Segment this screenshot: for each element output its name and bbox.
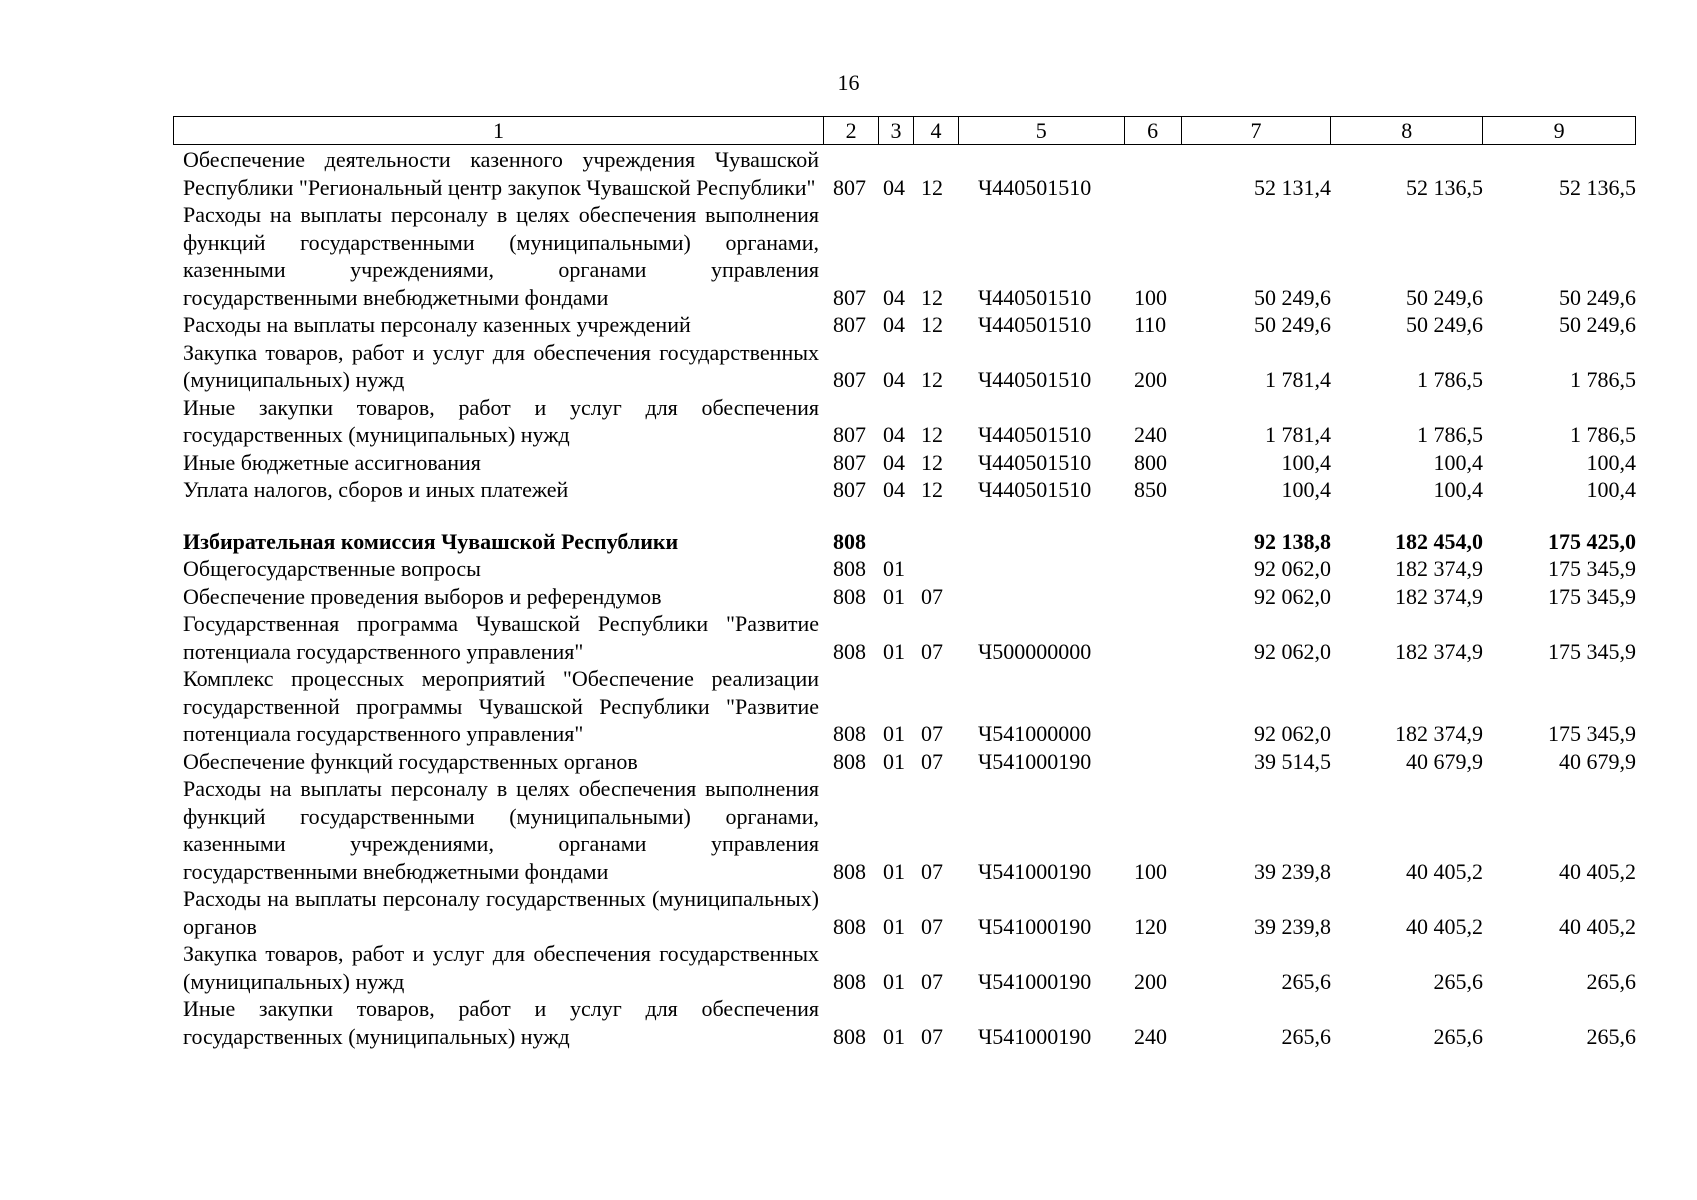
cell-col-5: Ч541000190 <box>978 858 1092 884</box>
cell-col-5: Ч440501510 <box>978 477 1092 502</box>
table-row <box>173 885 1636 940</box>
cell-col-8: 265,6 <box>1433 968 1483 994</box>
cell-col-3: 01 <box>883 913 905 939</box>
row-name: Иные бюджетные ассигнования <box>183 449 481 475</box>
cell-col-2: 807 <box>833 312 866 337</box>
cell-col-6: 110 <box>1134 312 1167 337</box>
cell-col-6: 100 <box>1134 284 1167 310</box>
cell-col-8: 100,4 <box>1433 449 1483 475</box>
cell-col-9: 1 786,5 <box>1570 422 1636 447</box>
cell-col-5: Ч541000190 <box>978 1023 1092 1049</box>
row-name: Закупка товаров, работ и услуг для обеспечения государственных (муниципальных) нужд <box>183 339 819 392</box>
cell-col-2: 807 <box>833 284 866 310</box>
cell-col-8: 182 374,9 <box>1395 721 1483 746</box>
cell-col-7: 39 514,5 <box>1254 748 1331 774</box>
cell-col-9: 175 425,0 <box>1548 528 1636 554</box>
cell-col-6: 200 <box>1134 968 1167 994</box>
cell-col-7: 92 062,0 <box>1254 556 1331 581</box>
table-row <box>173 583 1636 611</box>
cell-col-2: 808 <box>833 748 866 774</box>
cell-col-2: 808 <box>833 583 866 609</box>
cell-col-9: 52 136,5 <box>1559 174 1636 200</box>
cell-col-7: 52 131,4 <box>1254 174 1331 200</box>
row-name: Обеспечение функций государственных органов <box>183 748 638 774</box>
cell-col-4: 07 <box>921 748 943 774</box>
cell-col-7: 265,6 <box>1281 968 1331 994</box>
cell-col-3: 04 <box>883 284 905 310</box>
cell-col-9: 100,4 <box>1586 477 1636 502</box>
row-name: Расходы на выплаты персоналу казенных учреждений <box>183 312 691 337</box>
table-row <box>173 311 1636 339</box>
cell-col-4: 07 <box>921 638 943 664</box>
cell-col-3: 01 <box>883 721 905 746</box>
table-row <box>173 610 1636 665</box>
row-name: Обеспечение деятельности казенного учреждения Чувашской Республики "Региональный центр закупок Чувашской Республики" <box>183 147 819 200</box>
cell-col-4: 12 <box>921 477 943 502</box>
table-row <box>173 339 1636 394</box>
header-col-1: 1 <box>493 118 505 143</box>
row-name: Закупка товаров, работ и услуг для обеспечения государственных (муниципальных) нужд <box>183 941 819 994</box>
cell-col-6: 120 <box>1134 913 1167 939</box>
cell-col-9: 100,4 <box>1586 449 1636 475</box>
cell-col-5: Ч440501510 <box>978 449 1092 475</box>
cell-col-2: 808 <box>833 858 866 884</box>
cell-col-3: 01 <box>883 638 905 664</box>
cell-col-5: Ч541000000 <box>978 721 1092 746</box>
page-number: 16 <box>837 70 860 95</box>
table-header <box>173 116 1636 145</box>
cell-col-9: 175 345,9 <box>1548 721 1636 746</box>
cell-col-9: 175 345,9 <box>1548 583 1636 609</box>
cell-col-7: 265,6 <box>1281 1023 1331 1049</box>
cell-col-6: 200 <box>1134 367 1167 392</box>
cell-col-4: 12 <box>921 449 943 475</box>
cell-col-5: Ч440501510 <box>978 312 1092 337</box>
cell-col-2: 808 <box>833 968 866 994</box>
cell-col-2: 807 <box>833 367 866 392</box>
cell-col-3: 01 <box>883 858 905 884</box>
cell-col-6: 850 <box>1134 477 1167 502</box>
table-body <box>173 146 1636 1050</box>
header-col-3: 3 <box>878 117 913 144</box>
row-name: Государственная программа Чувашской Республики "Развитие потенциала государственного управления" <box>183 611 819 664</box>
table-row <box>173 940 1636 995</box>
cell-col-4: 12 <box>921 312 943 337</box>
cell-col-4: 12 <box>921 174 943 200</box>
cell-col-6: 240 <box>1134 422 1167 447</box>
cell-col-3: 04 <box>883 422 905 447</box>
cell-col-7: 39 239,8 <box>1254 858 1331 884</box>
cell-col-7: 50 249,6 <box>1254 284 1331 310</box>
cell-col-7: 92 062,0 <box>1254 583 1331 609</box>
cell-col-4: 07 <box>921 858 943 884</box>
cell-col-2: 807 <box>833 422 866 447</box>
cell-col-5: Ч440501510 <box>978 174 1092 200</box>
cell-col-8: 265,6 <box>1433 1023 1483 1049</box>
header-col-5: 5 <box>958 117 1124 144</box>
table-row <box>173 665 1636 748</box>
cell-col-8: 182 374,9 <box>1395 638 1483 664</box>
cell-col-9: 1 786,5 <box>1570 367 1636 392</box>
cell-col-8: 1 786,5 <box>1417 367 1483 392</box>
cell-col-9: 265,6 <box>1586 1023 1636 1049</box>
table-row <box>173 449 1636 477</box>
cell-col-3: 04 <box>883 312 905 337</box>
cell-col-8: 182 374,9 <box>1395 556 1483 581</box>
cell-col-5: Ч541000190 <box>978 968 1092 994</box>
cell-col-9: 40 679,9 <box>1559 748 1636 774</box>
cell-col-8: 182 374,9 <box>1395 583 1483 609</box>
cell-col-3: 01 <box>883 968 905 994</box>
row-name: Избирательная комиссия Чувашской Республики <box>183 528 679 554</box>
cell-col-7: 100,4 <box>1281 477 1331 502</box>
header-col-9: 9 <box>1482 117 1635 144</box>
cell-col-4: 12 <box>921 367 943 392</box>
table-row <box>173 748 1636 776</box>
row-name: Уплата налогов, сборов и иных платежей <box>183 477 569 502</box>
cell-col-7: 39 239,8 <box>1254 913 1331 939</box>
cell-col-3: 04 <box>883 477 905 502</box>
row-name: Комплекс процессных мероприятий "Обеспечение реализации государственной программы Чувашской Республики "Развитие потенциала государственного управления" <box>183 666 819 746</box>
cell-col-4: 07 <box>921 913 943 939</box>
cell-col-9: 40 405,2 <box>1559 858 1636 884</box>
cell-col-7: 1 781,4 <box>1265 367 1331 392</box>
header-col-7: 7 <box>1181 117 1331 144</box>
cell-col-7: 92 062,0 <box>1254 721 1331 746</box>
cell-col-2: 808 <box>833 913 866 939</box>
cell-col-8: 1 786,5 <box>1417 422 1483 447</box>
cell-col-3: 01 <box>883 556 905 581</box>
cell-col-3: 04 <box>883 449 905 475</box>
cell-col-9: 50 249,6 <box>1559 284 1636 310</box>
cell-col-6: 100 <box>1134 858 1167 884</box>
cell-col-8: 52 136,5 <box>1406 174 1483 200</box>
cell-col-4: 12 <box>921 422 943 447</box>
cell-col-8: 182 454,0 <box>1395 528 1483 554</box>
row-name: Общегосударственные вопросы <box>183 556 481 581</box>
row-name: Расходы на выплаты персоналу в целях обеспечения выполнения функций государственными (муниципальными) органами, казенными учреждениями, органами управления государственными внебюджетными фондами <box>183 776 819 884</box>
cell-col-5: Ч440501510 <box>978 367 1092 392</box>
cell-col-4: 07 <box>921 721 943 746</box>
cell-col-2: 808 <box>833 1023 866 1049</box>
cell-col-7: 1 781,4 <box>1265 422 1331 447</box>
cell-col-5: Ч440501510 <box>978 422 1092 447</box>
cell-col-7: 100,4 <box>1281 449 1331 475</box>
table-row-section-header <box>173 528 1636 556</box>
cell-col-4: 07 <box>921 968 943 994</box>
cell-col-9: 40 405,2 <box>1559 913 1636 939</box>
cell-col-4: 12 <box>921 284 943 310</box>
cell-col-7: 50 249,6 <box>1254 312 1331 337</box>
cell-col-2: 808 <box>833 721 866 746</box>
cell-col-6: 240 <box>1134 1023 1167 1049</box>
cell-col-8: 40 405,2 <box>1406 913 1483 939</box>
row-name: Иные закупки товаров, работ и услуг для обеспечения государственных (муниципальных) нужд <box>183 394 819 447</box>
cell-col-3: 04 <box>883 367 905 392</box>
table-row <box>173 201 1636 311</box>
cell-col-9: 265,6 <box>1586 968 1636 994</box>
row-name: Иные закупки товаров, работ и услуг для обеспечения государственных (муниципальных) нужд <box>183 996 819 1049</box>
cell-col-5: Ч440501510 <box>978 284 1092 310</box>
cell-col-2: 808 <box>833 528 866 554</box>
cell-col-3: 01 <box>883 583 905 609</box>
row-name: Расходы на выплаты персоналу государственных (муниципальных) органов <box>183 886 819 939</box>
cell-col-8: 100,4 <box>1433 477 1483 502</box>
cell-col-2: 807 <box>833 449 866 475</box>
cell-col-3: 01 <box>883 1023 905 1049</box>
cell-col-3: 01 <box>883 748 905 774</box>
cell-col-9: 175 345,9 <box>1548 556 1636 581</box>
table-row <box>173 146 1636 201</box>
cell-col-7: 92 138,8 <box>1254 528 1331 554</box>
cell-col-8: 50 249,6 <box>1406 312 1483 337</box>
cell-col-4: 07 <box>921 1023 943 1049</box>
cell-col-8: 40 405,2 <box>1406 858 1483 884</box>
cell-col-9: 175 345,9 <box>1548 638 1636 664</box>
cell-col-6: 800 <box>1134 449 1167 475</box>
cell-col-7: 92 062,0 <box>1254 638 1331 664</box>
cell-col-5: Ч500000000 <box>978 638 1092 664</box>
header-col-4: 4 <box>913 117 958 144</box>
table-row <box>173 555 1636 583</box>
cell-col-8: 50 249,6 <box>1406 284 1483 310</box>
header-col-8: 8 <box>1330 117 1482 144</box>
header-col-6: 6 <box>1124 117 1181 144</box>
cell-col-2: 807 <box>833 477 866 502</box>
cell-col-5: Ч541000190 <box>978 748 1092 774</box>
cell-col-9: 50 249,6 <box>1559 312 1636 337</box>
row-name: Расходы на выплаты персоналу в целях обеспечения выполнения функций государственными (муниципальными) органами, казенными учреждениями, органами управления государственными внебюджетными фондами <box>183 202 819 310</box>
cell-col-5: Ч541000190 <box>978 913 1092 939</box>
table-row <box>173 394 1636 449</box>
table-row <box>173 476 1636 504</box>
cell-col-2: 808 <box>833 556 866 581</box>
cell-col-3: 04 <box>883 174 905 200</box>
header-col-2: 2 <box>823 117 878 144</box>
cell-col-2: 808 <box>833 638 866 664</box>
row-name: Обеспечение проведения выборов и референдумов <box>183 583 662 609</box>
cell-col-2: 807 <box>833 174 866 200</box>
table-row <box>173 995 1636 1050</box>
table-row <box>173 775 1636 885</box>
cell-col-8: 40 679,9 <box>1406 748 1483 774</box>
cell-col-4: 07 <box>921 583 943 609</box>
